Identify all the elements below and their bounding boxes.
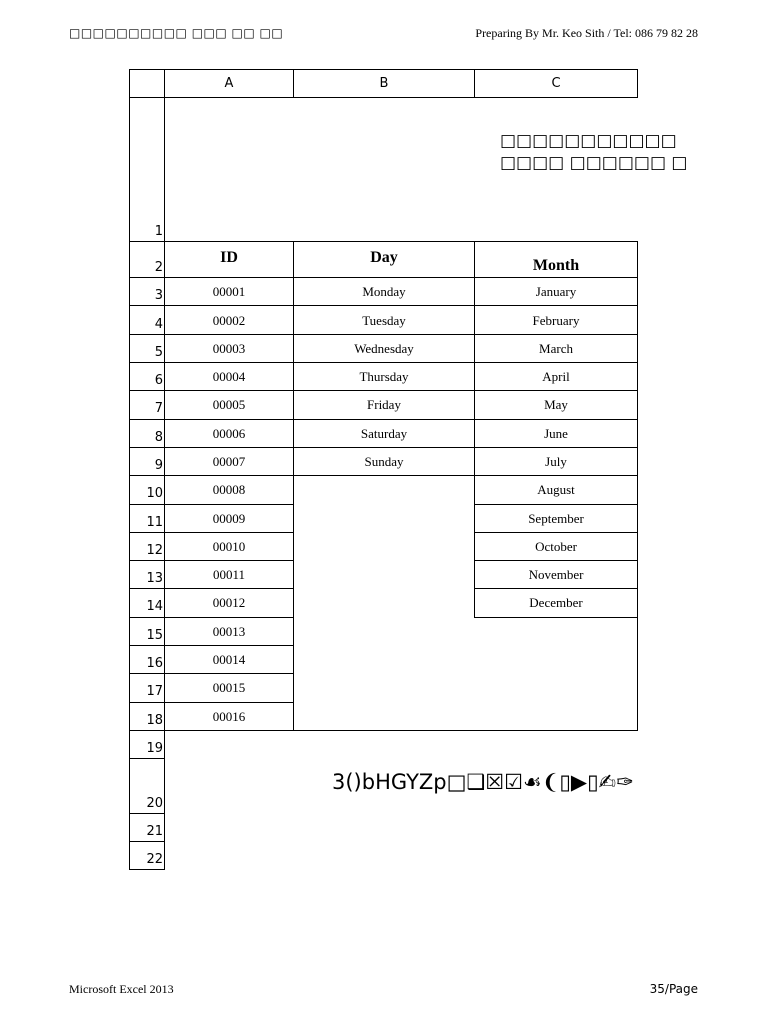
- id-cell: 00004: [212, 369, 246, 384]
- id-cell: 00002: [212, 313, 246, 328]
- column-header-c: C: [551, 76, 561, 91]
- id-cell: 00014: [212, 652, 246, 667]
- month-cell: October: [535, 539, 577, 554]
- row-number: 4: [154, 317, 163, 332]
- id-cell: 00011: [212, 567, 246, 582]
- month-cell: December: [529, 595, 583, 610]
- row-number: 15: [146, 628, 163, 643]
- month-cell: April: [542, 369, 570, 384]
- day-cell: Friday: [367, 397, 401, 412]
- symbol-text-row: 3()bHGYZp□❑☒☑☙❨▯▶▯✍✑: [332, 770, 634, 794]
- row-number: 17: [146, 684, 163, 699]
- month-cell: September: [528, 511, 584, 526]
- month-cell: November: [528, 567, 584, 582]
- day-cell: Sunday: [364, 454, 404, 469]
- day-cell: Saturday: [360, 426, 408, 441]
- row-number: 16: [146, 656, 163, 671]
- day-cell: Thursday: [359, 369, 409, 384]
- row-number: 13: [146, 571, 163, 586]
- sheet-title-line-1: □□□□□□□□□□□: [500, 131, 677, 151]
- row-number: 7: [154, 401, 163, 416]
- id-cell: 00005: [212, 397, 246, 412]
- id-cell: 00012: [212, 595, 246, 610]
- id-cell: 00008: [212, 482, 246, 497]
- row-number: 8: [154, 430, 163, 445]
- day-cell: Monday: [362, 284, 406, 299]
- table-header-day: Day: [370, 249, 398, 266]
- month-cell: February: [532, 313, 580, 328]
- row-number: 11: [146, 515, 163, 530]
- month-cell: March: [539, 341, 573, 356]
- row-number: 6: [154, 373, 163, 388]
- id-cell: 00007: [212, 454, 246, 469]
- row-number: 22: [146, 852, 163, 867]
- month-cell: August: [537, 482, 575, 497]
- column-header-a: A: [224, 76, 234, 91]
- row-number: 14: [146, 599, 163, 614]
- id-cell: 00013: [212, 624, 246, 639]
- day-cell: Wednesday: [354, 341, 414, 356]
- table-header-id: ID: [220, 249, 238, 266]
- id-cell: 00015: [212, 680, 246, 695]
- page-header-left: □□□□□□□□□□ □□□ □□ □□: [69, 26, 284, 40]
- month-cell: January: [535, 284, 577, 299]
- row-number: 3: [154, 288, 163, 303]
- table-header-month: Month: [532, 257, 580, 274]
- day-cell: Tuesday: [362, 313, 406, 328]
- row-number: 10: [146, 486, 163, 501]
- row-number: 5: [154, 345, 163, 360]
- sheet-title-line-2: □□□□ □□□□□□ □: [500, 153, 688, 173]
- month-cell: May: [544, 397, 568, 412]
- row-number: 20: [146, 796, 163, 811]
- id-cell: 00006: [212, 426, 246, 441]
- row-number: 21: [146, 824, 163, 839]
- row-number: 18: [146, 713, 163, 728]
- id-cell: 00003: [212, 341, 246, 356]
- row-number: 19: [146, 741, 163, 756]
- id-cell: 00001: [212, 284, 246, 299]
- page-footer-left: Microsoft Excel 2013: [69, 982, 174, 996]
- id-cell: 00010: [212, 539, 246, 554]
- row-number: 1: [154, 224, 163, 239]
- column-header-b: B: [379, 76, 389, 91]
- sheet-title: [500, 130, 688, 174]
- month-cell: July: [545, 454, 567, 469]
- id-cell: 00009: [212, 511, 246, 526]
- page-number: 35/Page: [649, 982, 698, 996]
- row-number: 9: [154, 458, 163, 473]
- row-number: 12: [146, 543, 163, 558]
- page-header-right: Preparing By Mr. Keo Sith / Tel: 086 79 82 28: [475, 26, 698, 40]
- row-number: 2: [154, 260, 163, 275]
- month-cell: June: [544, 426, 568, 441]
- id-cell: 00016: [212, 709, 246, 724]
